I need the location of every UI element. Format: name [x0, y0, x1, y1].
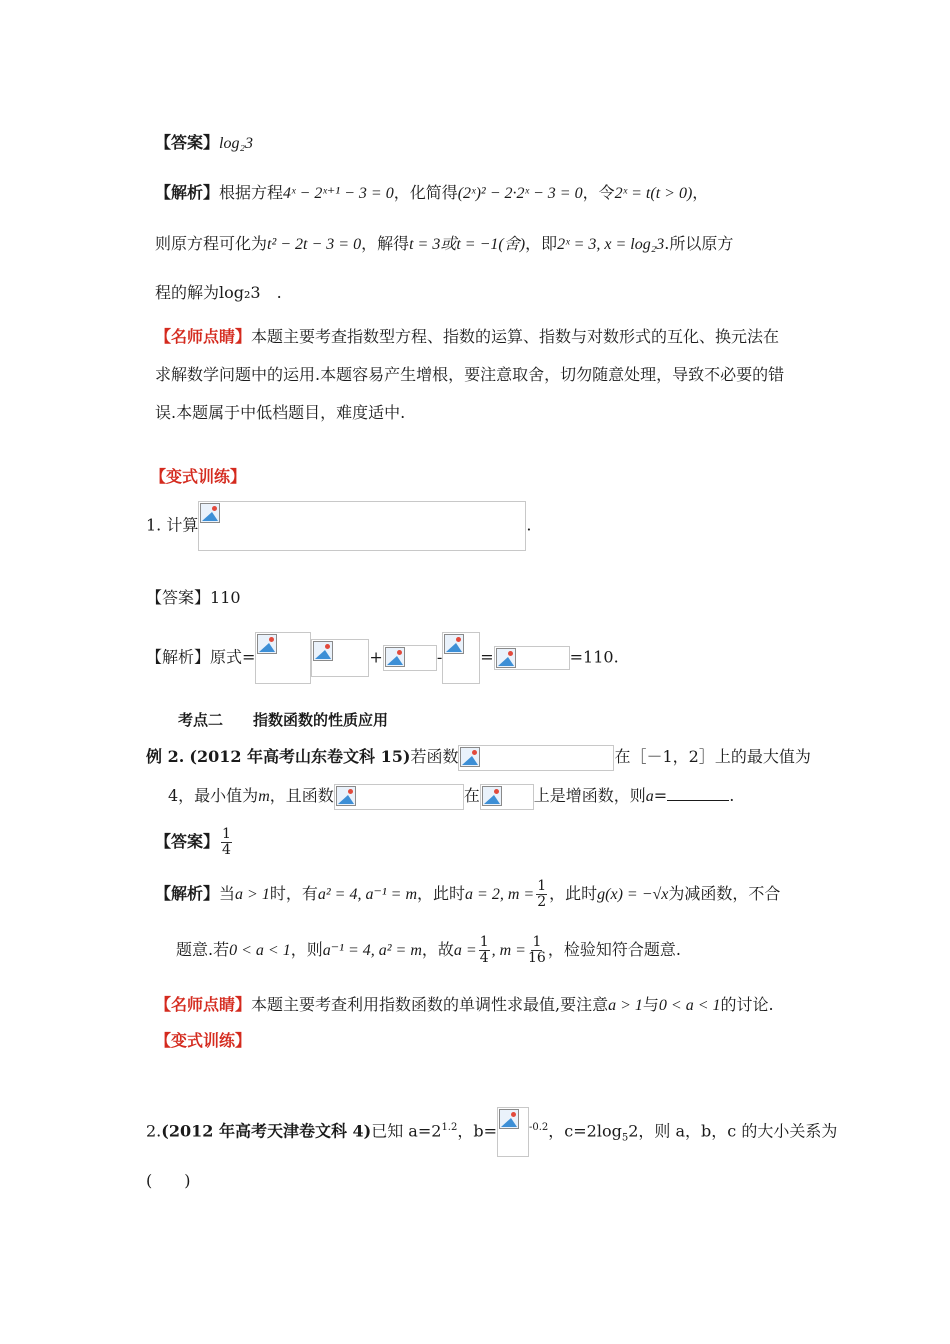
- text: .所以原方: [664, 234, 734, 253]
- text: ，令: [582, 183, 615, 202]
- text: ，解得: [361, 234, 410, 253]
- answer-3: [155, 824, 234, 860]
- broken-image-icon: [255, 632, 311, 684]
- text: ，c=2log: [548, 1121, 622, 1141]
- text: ，且函数: [269, 786, 334, 805]
- example-label: 例 2.: [146, 747, 185, 766]
- broken-image-icon: [311, 639, 369, 677]
- question-source: (2012 年高考天津卷文科 4): [161, 1121, 372, 1141]
- text: 在［－1，2］上的最大值为: [614, 747, 811, 766]
- equation: a > 1: [235, 886, 270, 903]
- text: ，此时: [417, 884, 466, 903]
- question-2: [146, 1103, 837, 1155]
- text: .: [526, 515, 532, 535]
- text: 本题主要考查利用指数函数的单调性求最值,要注意: [251, 995, 609, 1014]
- text: 时，有: [269, 884, 318, 903]
- tip-1-line-1: [155, 325, 779, 349]
- equation: 2ˣ = 3, x = log₂3: [557, 236, 665, 253]
- answer-label: 【答案】: [155, 832, 220, 851]
- equation: 0 < a < 1: [658, 997, 721, 1014]
- variant-2-heading: 【变式训练】: [155, 1031, 252, 1050]
- variant-1-heading: 【变式训练】: [150, 467, 247, 486]
- text: =: [653, 786, 668, 805]
- equation: a =: [453, 942, 477, 959]
- answer-1: [155, 131, 253, 156]
- answer-2: [146, 586, 241, 610]
- solution-3-line-1: [155, 876, 780, 912]
- broken-image-icon: [497, 1107, 529, 1157]
- answer-blank[interactable]: [667, 784, 729, 801]
- answer-value: 110: [210, 588, 241, 607]
- text: =110.: [569, 647, 619, 667]
- text: ，化简得: [393, 183, 458, 202]
- text: ，b=: [457, 1121, 497, 1141]
- text: 题意.若: [176, 940, 230, 959]
- solution-3-line-2: [176, 932, 681, 968]
- text: 的讨论.: [720, 995, 774, 1014]
- solution-label: 【解析】: [155, 884, 220, 903]
- answer-label: 【答案】: [155, 133, 220, 152]
- solution-1-line-2: [155, 232, 733, 257]
- equation: 0 < a < 1: [229, 942, 291, 959]
- equation: g(x) = −√x: [597, 886, 669, 903]
- equation: a⁻¹ = 4, a² = m: [322, 942, 422, 959]
- equation: (2ˣ)² − 2·2ˣ − 3 = 0: [457, 185, 583, 202]
- text: 当: [219, 884, 236, 903]
- equation: , m =: [491, 942, 526, 959]
- tip-1-line-3: 误.本题属于中低档题目，难度适中.: [155, 403, 406, 422]
- text: ，故: [421, 940, 454, 959]
- fraction: $\frac{1}{4}$: [479, 934, 489, 966]
- solution-label: 【解析】原式=: [146, 647, 256, 667]
- equation: a = 2, m =: [465, 886, 535, 903]
- section-title: 考点二 指数函数的性质应用: [178, 711, 389, 729]
- broken-image-icon: [480, 784, 534, 810]
- solution-1-line-1: [155, 181, 708, 206]
- text: ，: [692, 183, 709, 202]
- question-1: [146, 500, 531, 552]
- text: 为减函数，不合: [668, 884, 781, 903]
- example-2-line-1: [146, 743, 811, 771]
- equation: a² = 4, a⁻¹ = m: [317, 886, 418, 903]
- text: 在: [463, 786, 480, 805]
- text: +: [369, 647, 383, 667]
- equation: a > 1: [608, 997, 643, 1014]
- text: .: [729, 786, 735, 805]
- variable: m: [258, 788, 270, 805]
- solution-label: 【解析】: [155, 183, 220, 202]
- example-source: (2012 年高考山东卷文科 15): [189, 747, 411, 766]
- broken-image-icon: [494, 646, 570, 670]
- text: 则原方程可化为: [155, 234, 268, 253]
- question-1-prefix: 1. 计算: [146, 515, 199, 535]
- text: ，检验知符合题意.: [547, 940, 681, 959]
- answer-fraction: $\frac{1}{4}$: [222, 826, 231, 858]
- tip-label: 【名师点睛】: [155, 995, 252, 1014]
- text: =: [480, 647, 494, 667]
- tip-label: 【名师点睛】: [155, 327, 252, 346]
- text: 若函数: [410, 747, 459, 766]
- answer-label: 【答案】: [146, 588, 211, 607]
- solution-1-line-3: 程的解为log₂3 .: [155, 283, 282, 302]
- text: 已知 a=2: [371, 1121, 442, 1141]
- variable: a: [645, 788, 654, 805]
- example-2-line-2: [168, 782, 734, 810]
- text: 上是增函数，则: [533, 786, 646, 805]
- text: 与: [642, 995, 659, 1014]
- subscript: 5: [621, 1132, 629, 1144]
- tip-2: [155, 993, 774, 1018]
- broken-image-icon: [442, 632, 480, 684]
- answer-value: log₂3: [219, 135, 254, 152]
- fraction: $\frac{1}{16}$: [527, 934, 546, 966]
- broken-image-icon: [383, 645, 437, 671]
- broken-image-icon: [458, 745, 614, 771]
- question-2-prefix: 2.: [146, 1121, 162, 1141]
- text: 2，则 a，b，c 的大小关系为: [628, 1121, 838, 1141]
- broken-image-icon: [334, 784, 464, 810]
- fraction: $\frac{1}{2}$: [537, 878, 547, 910]
- exponent: 1.2: [441, 1122, 458, 1133]
- tip-1-line-2: 求解数学问题中的运用.本题容易产生增根，要注意取舍，切勿随意处理，导致不必要的错: [155, 365, 785, 384]
- equation: 4ˣ − 2ˣ⁺¹ − 3 = 0: [283, 185, 394, 202]
- text: ，即: [525, 234, 558, 253]
- text: 根据方程: [219, 183, 284, 202]
- equation: t = 3或t = −1(舍): [409, 236, 526, 253]
- text: -: [436, 647, 443, 667]
- text: 本题主要考查指数型方程、指数的运算、指数与对数形式的互化、换元法在: [251, 327, 780, 346]
- equation: 2ˣ = t(t > 0): [614, 185, 693, 202]
- text: ，则: [290, 940, 323, 959]
- equation: t² − 2t − 3 = 0: [267, 236, 362, 253]
- solution-2: [146, 632, 619, 686]
- broken-image-icon: [198, 501, 526, 551]
- question-2-choice-paren: ( ): [146, 1171, 191, 1190]
- text: 4，最小值为: [168, 786, 259, 805]
- exponent: -0.2: [529, 1122, 549, 1133]
- text: ，此时: [549, 884, 598, 903]
